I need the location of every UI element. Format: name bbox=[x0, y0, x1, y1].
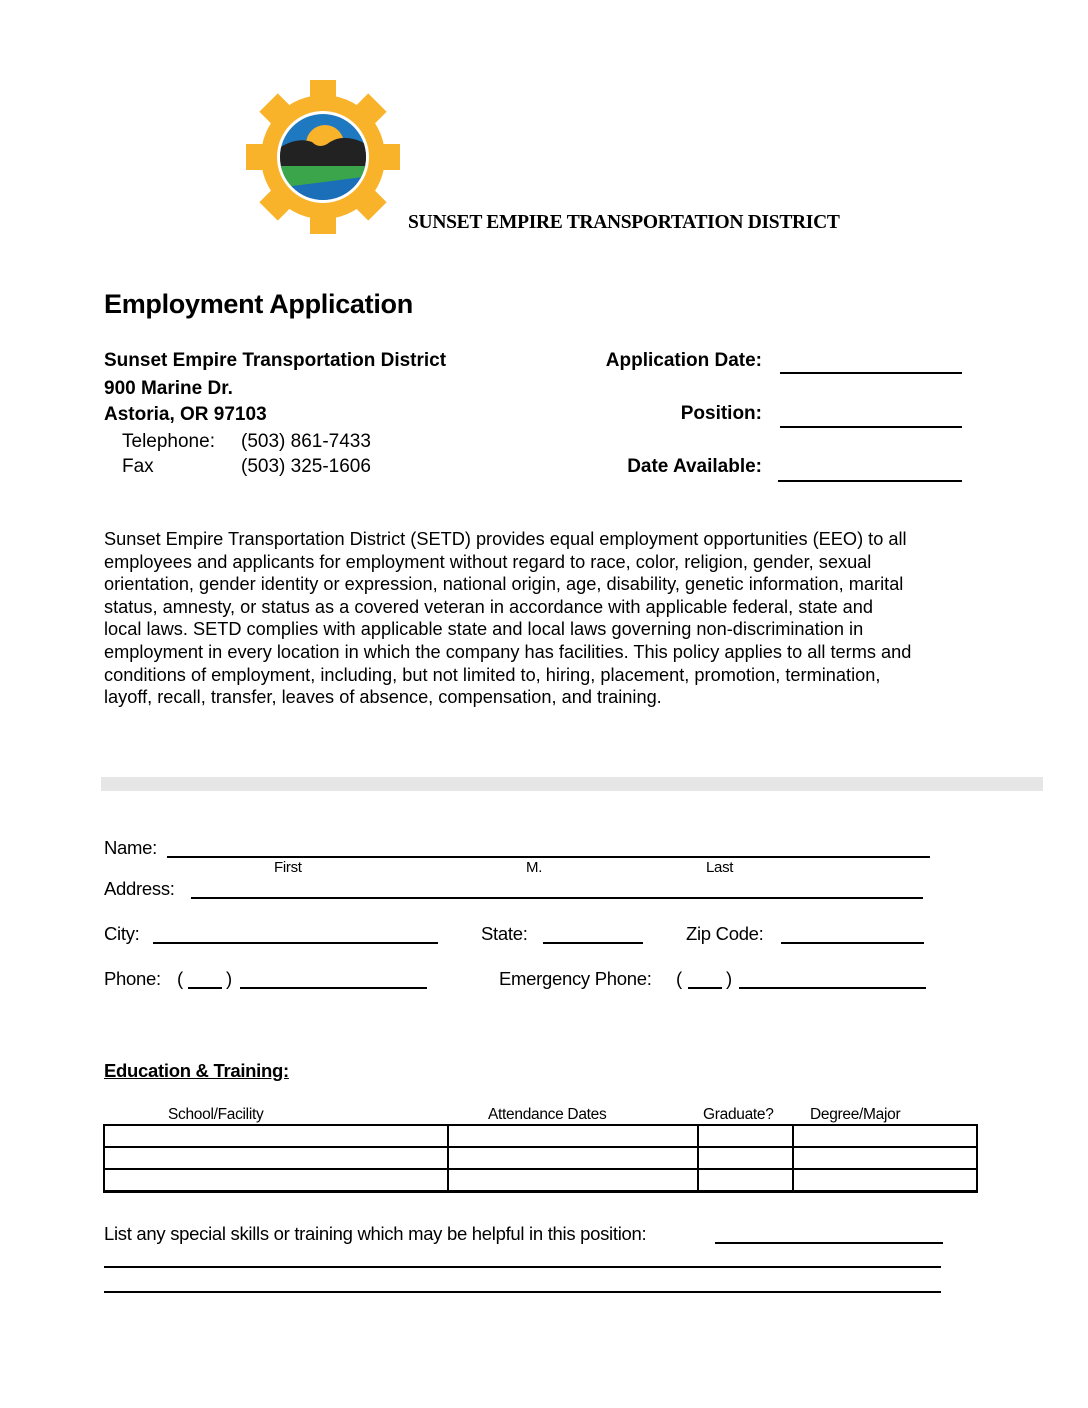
zip-label: Zip Code: bbox=[686, 923, 764, 944]
eeo-line: layoff, recall, transfer, leaves of absence, compensation, and training. bbox=[104, 687, 662, 708]
name-label: Name: bbox=[104, 837, 157, 858]
city-label: City: bbox=[104, 923, 140, 944]
column-header-attendance: Attendance Dates bbox=[488, 1106, 607, 1123]
phone-area-open: ( bbox=[177, 968, 183, 989]
skills-field-line-1[interactable] bbox=[715, 1242, 943, 1244]
phone-area-close: ) bbox=[226, 968, 232, 989]
address-field[interactable] bbox=[191, 897, 923, 899]
phone-field[interactable] bbox=[240, 987, 427, 989]
eeo-line: orientation, gender identity or expression, national origin, age, disability, genetic information, marital bbox=[104, 574, 904, 595]
graduate-cell[interactable] bbox=[698, 1147, 793, 1169]
degree-cell[interactable] bbox=[793, 1125, 977, 1147]
skills-label: List any special skills or training which may be helpful in this position: bbox=[104, 1223, 647, 1244]
attendance-cell[interactable] bbox=[448, 1147, 698, 1169]
telephone-label: Telephone: bbox=[122, 431, 215, 452]
org-street: 900 Marine Dr. bbox=[104, 378, 233, 399]
table-row bbox=[104, 1169, 977, 1192]
attendance-cell[interactable] bbox=[448, 1169, 698, 1192]
degree-cell[interactable] bbox=[793, 1169, 977, 1192]
telephone-value: (503) 861-7433 bbox=[241, 431, 371, 452]
position-field[interactable] bbox=[780, 426, 962, 428]
column-header-graduate: Graduate? bbox=[703, 1106, 774, 1123]
education-heading: Education & Training: bbox=[104, 1060, 289, 1081]
address-label: Address: bbox=[104, 878, 175, 899]
school-cell[interactable] bbox=[104, 1169, 448, 1192]
emergency-phone-label: Emergency Phone: bbox=[499, 968, 652, 989]
emergency-area-close: ) bbox=[726, 968, 732, 989]
city-field[interactable] bbox=[153, 942, 438, 944]
attendance-cell[interactable] bbox=[448, 1125, 698, 1147]
degree-cell[interactable] bbox=[793, 1147, 977, 1169]
first-name-caption: First bbox=[274, 859, 302, 876]
fax-value: (503) 325-1606 bbox=[241, 456, 371, 477]
emergency-area-code-field[interactable] bbox=[688, 987, 722, 989]
emergency-area-open: ( bbox=[676, 968, 682, 989]
school-cell[interactable] bbox=[104, 1147, 448, 1169]
school-cell[interactable] bbox=[104, 1125, 448, 1147]
skills-field-line-2[interactable] bbox=[104, 1266, 941, 1268]
organization-title: SUNSET EMPIRE TRANSPORTATION DISTRICT bbox=[408, 212, 840, 233]
eeo-line: status, amnesty, or status as a covered veteran in accordance with applicable federal, state and bbox=[104, 596, 874, 617]
gear-sun-mountain-logo-icon bbox=[246, 80, 400, 234]
eeo-line: conditions of employment, including, but not limited to, hiring, placement, promotion, termination, bbox=[104, 664, 881, 685]
graduate-cell[interactable] bbox=[698, 1125, 793, 1147]
date-available-label: Date Available: bbox=[627, 456, 762, 477]
org-city-state-zip: Astoria, OR 97103 bbox=[104, 404, 267, 425]
phone-area-code-field[interactable] bbox=[188, 987, 222, 989]
skills-field-line-3[interactable] bbox=[104, 1291, 941, 1293]
section-divider bbox=[101, 777, 1043, 791]
last-name-caption: Last bbox=[706, 859, 734, 876]
application-date-label: Application Date: bbox=[605, 350, 762, 371]
eeo-line: Sunset Empire Transportation District (SETD) provides equal employment opportunities (EEO) to all bbox=[104, 529, 907, 549]
district-logo bbox=[246, 80, 400, 234]
date-available-field[interactable] bbox=[778, 480, 962, 482]
name-field[interactable] bbox=[167, 856, 930, 858]
position-label: Position: bbox=[680, 403, 762, 424]
zip-field[interactable] bbox=[781, 942, 924, 944]
state-field[interactable] bbox=[543, 942, 643, 944]
column-header-school: School/Facility bbox=[168, 1106, 264, 1123]
emergency-phone-field[interactable] bbox=[739, 987, 926, 989]
column-header-degree: Degree/Major bbox=[810, 1106, 901, 1123]
application-date-field[interactable] bbox=[780, 372, 962, 374]
eeo-line: employees and applicants for employment without regard to race, color, religion, gender, sexual bbox=[104, 551, 872, 572]
eeo-line: local laws. SETD complies with applicable state and local laws governing non-discrimination in bbox=[104, 619, 864, 640]
table-row bbox=[104, 1125, 977, 1147]
education-table bbox=[103, 1124, 978, 1193]
table-row bbox=[104, 1147, 977, 1169]
state-label: State: bbox=[481, 923, 528, 944]
fax-label: Fax bbox=[122, 456, 154, 477]
page-title: Employment Application bbox=[104, 289, 413, 319]
phone-label: Phone: bbox=[104, 968, 161, 989]
middle-initial-caption: M. bbox=[526, 859, 543, 876]
graduate-cell[interactable] bbox=[698, 1169, 793, 1192]
eeo-statement bbox=[104, 528, 984, 709]
eeo-line: employment in every location in which the company has facilities. This policy applies to all terms and bbox=[104, 641, 912, 662]
org-name: Sunset Empire Transportation District bbox=[104, 350, 447, 371]
